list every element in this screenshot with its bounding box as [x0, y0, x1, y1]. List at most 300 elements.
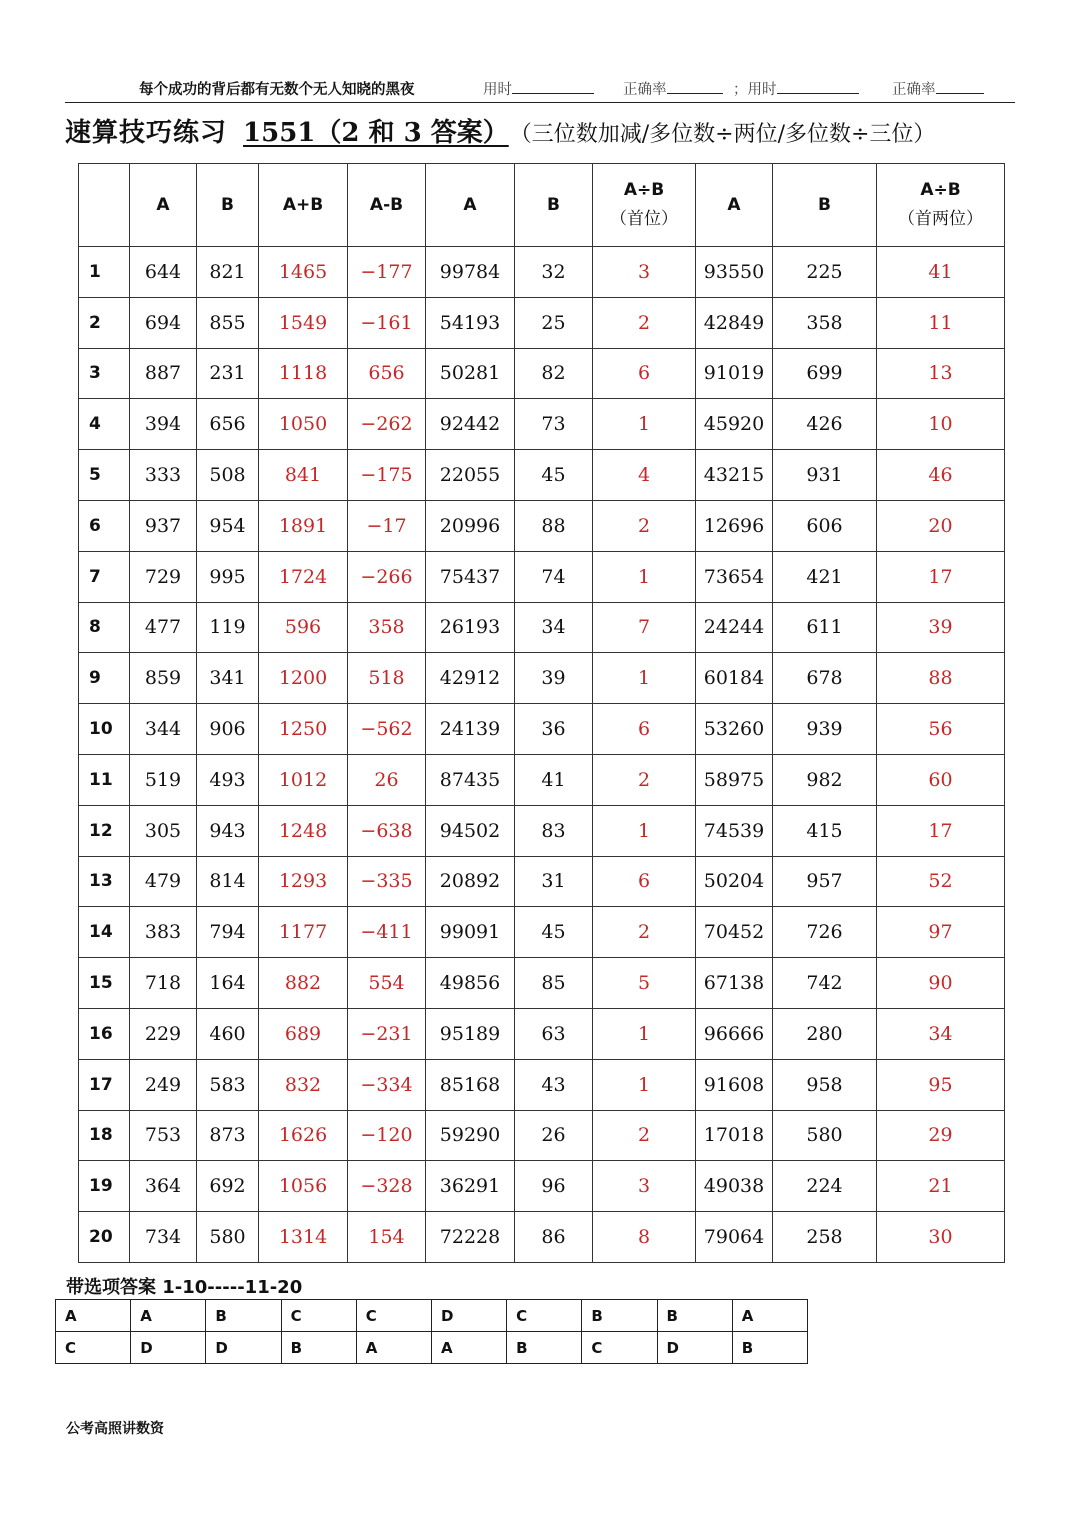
row-index: 18 — [79, 1110, 130, 1161]
cell-a2: 87435 — [426, 754, 515, 805]
cell-sum: 1250 — [259, 704, 348, 755]
cell-quotient-first: 3 — [593, 247, 696, 298]
row-index: 5 — [79, 450, 130, 501]
cell-quotient-first-two: 56 — [877, 704, 1005, 755]
cell-diff: 554 — [348, 958, 426, 1009]
cell-sum: 1891 — [259, 500, 348, 551]
cell-diff: −177 — [348, 247, 426, 298]
cell-b1: 656 — [197, 399, 259, 450]
cell-a3: 79064 — [696, 1212, 773, 1263]
cell-a1: 479 — [130, 856, 197, 907]
cell-quotient-first: 1 — [593, 1059, 696, 1110]
page-title — [65, 112, 1055, 152]
cell-b3: 742 — [773, 958, 877, 1009]
cell-quotient-first-two: 52 — [877, 856, 1005, 907]
cell-a1: 364 — [130, 1161, 197, 1212]
cell-a3: 43215 — [696, 450, 773, 501]
cell-a3: 42849 — [696, 297, 773, 348]
cell-a1: 333 — [130, 450, 197, 501]
cell-sum: 689 — [259, 1008, 348, 1059]
header-b3: B — [773, 164, 877, 247]
table-row — [79, 704, 1005, 755]
cell-b1: 580 — [197, 1212, 259, 1263]
motto-text: 每个成功的背后都有无数个无人知晓的黑夜 — [139, 82, 415, 98]
cell-quotient-first-two: 11 — [877, 297, 1005, 348]
cell-sum: 1012 — [259, 754, 348, 805]
option-cell: C — [56, 1332, 131, 1364]
cell-b3: 415 — [773, 805, 877, 856]
time-label: 用时 — [483, 82, 512, 98]
cell-diff: 154 — [348, 1212, 426, 1263]
header-a2: A — [426, 164, 515, 247]
cell-a3: 49038 — [696, 1161, 773, 1212]
cell-quotient-first: 2 — [593, 754, 696, 805]
option-cell: B — [507, 1332, 582, 1364]
cell-b3: 678 — [773, 653, 877, 704]
cell-a2: 20996 — [426, 500, 515, 551]
cell-a3: 74539 — [696, 805, 773, 856]
cell-diff: −262 — [348, 399, 426, 450]
cell-diff: 656 — [348, 348, 426, 399]
cell-diff: −231 — [348, 1008, 426, 1059]
footer-text: 公考高照讲数资 — [66, 1421, 164, 1437]
header-bar — [65, 70, 1015, 103]
title-subtitle: （三位数加减/多位数÷两位/多位数÷三位） — [520, 122, 936, 147]
accuracy-blank-2[interactable] — [936, 79, 984, 94]
cell-quotient-first: 6 — [593, 704, 696, 755]
accuracy-field-2 — [892, 78, 984, 99]
header-diff: A-B — [348, 164, 426, 247]
cell-b1: 821 — [197, 247, 259, 298]
table-row — [79, 399, 1005, 450]
cell-quotient-first-two: 10 — [877, 399, 1005, 450]
header-b1: B — [197, 164, 259, 247]
cell-quotient-first-two: 17 — [877, 551, 1005, 602]
header-b2: B — [515, 164, 593, 247]
row-index: 8 — [79, 602, 130, 653]
header-div2-label: A÷B — [920, 180, 961, 201]
cell-a1: 859 — [130, 653, 197, 704]
cell-b1: 341 — [197, 653, 259, 704]
cell-b1: 814 — [197, 856, 259, 907]
row-index: 19 — [79, 1161, 130, 1212]
cell-a1: 305 — [130, 805, 197, 856]
row-index: 16 — [79, 1008, 130, 1059]
cell-quotient-first-two: 60 — [877, 754, 1005, 805]
cell-a2: 22055 — [426, 450, 515, 501]
header-div2 — [877, 164, 1005, 247]
cell-b1: 460 — [197, 1008, 259, 1059]
cell-b1: 906 — [197, 704, 259, 755]
cell-a2: 99091 — [426, 907, 515, 958]
cell-a2: 26193 — [426, 602, 515, 653]
cell-b3: 280 — [773, 1008, 877, 1059]
cell-b1: 692 — [197, 1161, 259, 1212]
row-index: 2 — [79, 297, 130, 348]
cell-quotient-first-two: 46 — [877, 450, 1005, 501]
time-field-2 — [733, 78, 859, 99]
option-cell: B — [582, 1300, 657, 1332]
cell-b1: 583 — [197, 1059, 259, 1110]
cell-b2: 86 — [515, 1212, 593, 1263]
cell-quotient-first-two: 30 — [877, 1212, 1005, 1263]
option-cell: B — [732, 1332, 807, 1364]
row-index: 1 — [79, 247, 130, 298]
cell-b2: 32 — [515, 247, 593, 298]
header-a3: A — [696, 164, 773, 247]
option-cell: A — [356, 1332, 431, 1364]
cell-a2: 50281 — [426, 348, 515, 399]
cell-a1: 937 — [130, 500, 197, 551]
cell-sum: 1314 — [259, 1212, 348, 1263]
row-index: 13 — [79, 856, 130, 907]
cell-b2: 39 — [515, 653, 593, 704]
row-index: 14 — [79, 907, 130, 958]
table-row — [79, 450, 1005, 501]
cell-b2: 73 — [515, 399, 593, 450]
cell-quotient-first: 1 — [593, 1008, 696, 1059]
cell-quotient-first: 2 — [593, 500, 696, 551]
cell-b1: 873 — [197, 1110, 259, 1161]
option-cell: D — [131, 1332, 206, 1364]
cell-a2: 72228 — [426, 1212, 515, 1263]
cell-a1: 477 — [130, 602, 197, 653]
header-index — [79, 164, 130, 247]
cell-a3: 12696 — [696, 500, 773, 551]
table-row — [79, 958, 1005, 1009]
option-cell: C — [281, 1300, 356, 1332]
option-cell: C — [356, 1300, 431, 1332]
cell-diff: −562 — [348, 704, 426, 755]
cell-diff: −175 — [348, 450, 426, 501]
cell-b2: 26 — [515, 1110, 593, 1161]
cell-a1: 644 — [130, 247, 197, 298]
cell-diff: −334 — [348, 1059, 426, 1110]
cell-b3: 225 — [773, 247, 877, 298]
cell-quotient-first-two: 20 — [877, 500, 1005, 551]
time-blank[interactable] — [512, 79, 594, 94]
cell-quotient-first-two: 34 — [877, 1008, 1005, 1059]
cell-a3: 45920 — [696, 399, 773, 450]
row-index: 20 — [79, 1212, 130, 1263]
time-label-2: ；用时 — [733, 82, 777, 98]
table-row — [79, 602, 1005, 653]
cell-b3: 358 — [773, 297, 877, 348]
cell-a1: 249 — [130, 1059, 197, 1110]
cell-b1: 794 — [197, 907, 259, 958]
cell-quotient-first-two: 90 — [877, 958, 1005, 1009]
options-row-1 — [56, 1300, 808, 1332]
cell-b2: 31 — [515, 856, 593, 907]
accuracy-label: 正确率 — [623, 82, 667, 98]
cell-a1: 734 — [130, 1212, 197, 1263]
cell-diff: −17 — [348, 500, 426, 551]
cell-b1: 164 — [197, 958, 259, 1009]
cell-b2: 85 — [515, 958, 593, 1009]
option-cell: B — [657, 1300, 732, 1332]
cell-b2: 74 — [515, 551, 593, 602]
cell-a3: 93550 — [696, 247, 773, 298]
cell-quotient-first: 6 — [593, 348, 696, 399]
cell-b2: 43 — [515, 1059, 593, 1110]
cell-a3: 53260 — [696, 704, 773, 755]
cell-a1: 229 — [130, 1008, 197, 1059]
table-row — [79, 551, 1005, 602]
cell-quotient-first: 5 — [593, 958, 696, 1009]
row-index: 7 — [79, 551, 130, 602]
cell-a3: 91608 — [696, 1059, 773, 1110]
cell-a2: 36291 — [426, 1161, 515, 1212]
cell-b1: 231 — [197, 348, 259, 399]
cell-b2: 45 — [515, 450, 593, 501]
cell-sum: 1465 — [259, 247, 348, 298]
cell-quotient-first: 2 — [593, 297, 696, 348]
option-cell: C — [507, 1300, 582, 1332]
cell-diff: −638 — [348, 805, 426, 856]
cell-diff: −161 — [348, 297, 426, 348]
time-blank-2[interactable] — [777, 79, 859, 94]
row-index: 15 — [79, 958, 130, 1009]
cell-diff: −328 — [348, 1161, 426, 1212]
header-div1-label: A÷B — [623, 180, 665, 201]
table-row — [79, 247, 1005, 298]
cell-b2: 36 — [515, 704, 593, 755]
cell-b1: 995 — [197, 551, 259, 602]
table-row — [79, 805, 1005, 856]
cell-a1: 718 — [130, 958, 197, 1009]
cell-a2: 24139 — [426, 704, 515, 755]
cell-quotient-first-two: 13 — [877, 348, 1005, 399]
cell-b3: 580 — [773, 1110, 877, 1161]
cell-a3: 96666 — [696, 1008, 773, 1059]
cell-b2: 82 — [515, 348, 593, 399]
cell-b2: 41 — [515, 754, 593, 805]
cell-b1: 119 — [197, 602, 259, 653]
cell-b1: 493 — [197, 754, 259, 805]
table-row — [79, 1212, 1005, 1263]
cell-sum: 1626 — [259, 1110, 348, 1161]
accuracy-field — [623, 78, 723, 99]
cell-b2: 45 — [515, 907, 593, 958]
cell-a2: 54193 — [426, 297, 515, 348]
option-cell: A — [131, 1300, 206, 1332]
cell-diff: 358 — [348, 602, 426, 653]
cell-quotient-first-two: 95 — [877, 1059, 1005, 1110]
cell-b3: 939 — [773, 704, 877, 755]
table-row — [79, 1059, 1005, 1110]
header-a1: A — [130, 164, 197, 247]
row-index: 4 — [79, 399, 130, 450]
cell-a2: 75437 — [426, 551, 515, 602]
cell-sum: 1293 — [259, 856, 348, 907]
cell-a2: 92442 — [426, 399, 515, 450]
row-index: 10 — [79, 704, 130, 755]
table-row — [79, 653, 1005, 704]
cell-sum: 841 — [259, 450, 348, 501]
practice-table — [78, 163, 1005, 1263]
cell-a2: 95189 — [426, 1008, 515, 1059]
cell-a1: 887 — [130, 348, 197, 399]
cell-b2: 96 — [515, 1161, 593, 1212]
cell-sum: 1549 — [259, 297, 348, 348]
cell-a2: 42912 — [426, 653, 515, 704]
cell-a1: 694 — [130, 297, 197, 348]
cell-a1: 344 — [130, 704, 197, 755]
row-index: 6 — [79, 500, 130, 551]
row-index: 11 — [79, 754, 130, 805]
cell-quotient-first-two: 29 — [877, 1110, 1005, 1161]
cell-sum: 1200 — [259, 653, 348, 704]
cell-quotient-first-two: 21 — [877, 1161, 1005, 1212]
table-row — [79, 500, 1005, 551]
cell-quotient-first: 1 — [593, 805, 696, 856]
cell-quotient-first-two: 97 — [877, 907, 1005, 958]
cell-a1: 753 — [130, 1110, 197, 1161]
cell-a3: 24244 — [696, 602, 773, 653]
cell-quotient-first-two: 17 — [877, 805, 1005, 856]
cell-quotient-first: 1 — [593, 653, 696, 704]
cell-a2: 94502 — [426, 805, 515, 856]
cell-quotient-first-two: 39 — [877, 602, 1005, 653]
cell-quotient-first: 1 — [593, 551, 696, 602]
cell-a3: 17018 — [696, 1110, 773, 1161]
cell-sum: 1050 — [259, 399, 348, 450]
option-cell: A — [732, 1300, 807, 1332]
cell-b1: 954 — [197, 500, 259, 551]
cell-a2: 59290 — [426, 1110, 515, 1161]
cell-b3: 224 — [773, 1161, 877, 1212]
option-cell: C — [582, 1332, 657, 1364]
option-cell: D — [431, 1300, 506, 1332]
options-table — [55, 1299, 808, 1364]
cell-a3: 60184 — [696, 653, 773, 704]
cell-sum: 882 — [259, 958, 348, 1009]
cell-b3: 426 — [773, 399, 877, 450]
table-row — [79, 1008, 1005, 1059]
cell-diff: 26 — [348, 754, 426, 805]
cell-quotient-first: 6 — [593, 856, 696, 907]
option-cell: A — [56, 1300, 131, 1332]
cell-quotient-first-two: 88 — [877, 653, 1005, 704]
cell-a3: 67138 — [696, 958, 773, 1009]
option-cell: B — [206, 1300, 281, 1332]
cell-b2: 83 — [515, 805, 593, 856]
option-cell: A — [431, 1332, 506, 1364]
options-title: 带选项答案 1-10-----11-20 — [66, 1277, 303, 1298]
cell-quotient-first: 2 — [593, 1110, 696, 1161]
cell-sum: 1056 — [259, 1161, 348, 1212]
cell-b2: 63 — [515, 1008, 593, 1059]
cell-diff: 518 — [348, 653, 426, 704]
cell-b1: 943 — [197, 805, 259, 856]
cell-b2: 25 — [515, 297, 593, 348]
cell-a2: 20892 — [426, 856, 515, 907]
cell-quotient-first: 1 — [593, 399, 696, 450]
cell-quotient-first: 4 — [593, 450, 696, 501]
cell-b3: 982 — [773, 754, 877, 805]
cell-b3: 957 — [773, 856, 877, 907]
option-cell: B — [281, 1332, 356, 1364]
cell-a3: 70452 — [696, 907, 773, 958]
cell-b1: 508 — [197, 450, 259, 501]
cell-quotient-first: 3 — [593, 1161, 696, 1212]
table-row — [79, 856, 1005, 907]
cell-quotient-first-two: 41 — [877, 247, 1005, 298]
options-row-2 — [56, 1332, 808, 1364]
cell-quotient-first: 2 — [593, 907, 696, 958]
cell-b1: 855 — [197, 297, 259, 348]
header-sum: A+B — [259, 164, 348, 247]
cell-sum: 1724 — [259, 551, 348, 602]
table-row — [79, 348, 1005, 399]
cell-b3: 611 — [773, 602, 877, 653]
cell-sum: 1118 — [259, 348, 348, 399]
table-row — [79, 1110, 1005, 1161]
cell-a3: 50204 — [696, 856, 773, 907]
option-cell: D — [206, 1332, 281, 1364]
cell-b3: 958 — [773, 1059, 877, 1110]
table-header-row — [79, 164, 1005, 247]
table-row — [79, 907, 1005, 958]
cell-a2: 49856 — [426, 958, 515, 1009]
header-div1-sub: （首位） — [610, 209, 678, 229]
cell-diff: −411 — [348, 907, 426, 958]
cell-sum: 1177 — [259, 907, 348, 958]
header-div2-sub: （首两位） — [898, 209, 983, 229]
cell-b2: 88 — [515, 500, 593, 551]
time-field — [483, 78, 594, 99]
table-row — [79, 754, 1005, 805]
row-index: 17 — [79, 1059, 130, 1110]
option-cell: D — [657, 1332, 732, 1364]
cell-a2: 85168 — [426, 1059, 515, 1110]
accuracy-label-2: 正确率 — [892, 82, 936, 98]
cell-sum: 832 — [259, 1059, 348, 1110]
cell-a1: 519 — [130, 754, 197, 805]
cell-diff: −335 — [348, 856, 426, 907]
cell-a3: 91019 — [696, 348, 773, 399]
cell-b3: 258 — [773, 1212, 877, 1263]
cell-b3: 421 — [773, 551, 877, 602]
cell-a1: 729 — [130, 551, 197, 602]
cell-diff: −120 — [348, 1110, 426, 1161]
title-number: 1551（2 和 3 答案） — [243, 118, 509, 148]
cell-b3: 726 — [773, 907, 877, 958]
table-row — [79, 1161, 1005, 1212]
row-index: 3 — [79, 348, 130, 399]
cell-sum: 1248 — [259, 805, 348, 856]
cell-a1: 383 — [130, 907, 197, 958]
cell-quotient-first: 8 — [593, 1212, 696, 1263]
cell-a2: 99784 — [426, 247, 515, 298]
table-row — [79, 297, 1005, 348]
cell-a3: 73654 — [696, 551, 773, 602]
title-main: 速算技巧练习 — [65, 118, 228, 148]
header-div1 — [593, 164, 696, 247]
cell-b2: 34 — [515, 602, 593, 653]
cell-b3: 699 — [773, 348, 877, 399]
accuracy-blank[interactable] — [667, 79, 723, 94]
row-index: 9 — [79, 653, 130, 704]
cell-b3: 606 — [773, 500, 877, 551]
cell-a1: 394 — [130, 399, 197, 450]
cell-b3: 931 — [773, 450, 877, 501]
cell-quotient-first: 7 — [593, 602, 696, 653]
cell-sum: 596 — [259, 602, 348, 653]
row-index: 12 — [79, 805, 130, 856]
cell-a3: 58975 — [696, 754, 773, 805]
cell-diff: −266 — [348, 551, 426, 602]
